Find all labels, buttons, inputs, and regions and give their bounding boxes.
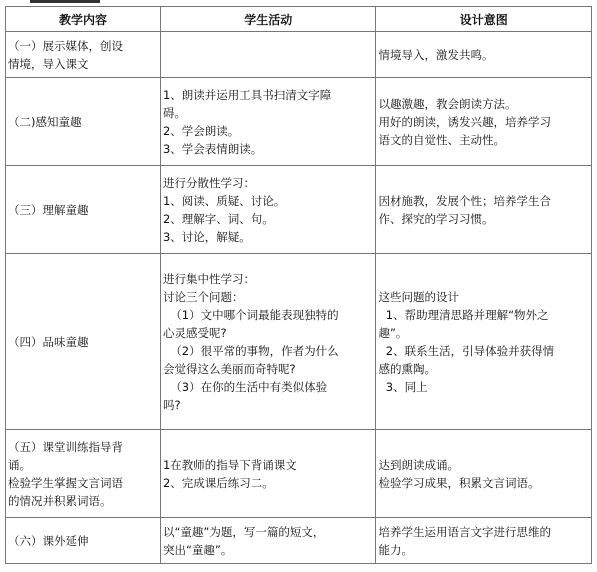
intent-line: 语文的自觉性、主动性。 [378, 132, 505, 147]
activity-line: 讨论三个问题： [162, 289, 244, 304]
activity-line: 1、阅读、质疑、讨论。 [162, 193, 286, 208]
cell-activity [160, 518, 376, 564]
content-line: （五）课堂训练指导背 [8, 439, 123, 454]
activity-line: 2、理解字、词、句。 [162, 211, 274, 226]
cell-content [6, 430, 161, 518]
table-row [6, 430, 592, 518]
cell-intent [376, 430, 592, 518]
cell-content [6, 78, 161, 166]
intent-line: 培养学生运用语言文字进行思维的 [378, 524, 551, 539]
content-line: 检验学生掌握文言词语 [8, 475, 123, 490]
content-line: 诵。 [8, 457, 31, 472]
content-line: （一）展示媒体，创设 [8, 38, 123, 53]
activity-line: 吗? [162, 397, 181, 412]
cell-activity [160, 78, 376, 166]
activity-line: 3、学会表情朗读。 [162, 141, 263, 156]
lesson-plan-table [5, 6, 592, 564]
intent-line: 这些问题的设计 [378, 289, 459, 304]
activity-line: 心灵感受呢? [162, 325, 227, 340]
intent-line: 1、帮助理清思路并理解“物外之 [378, 307, 549, 322]
cell-intent [376, 166, 592, 254]
cell-activity [160, 430, 376, 518]
intent-line: 检验学习成果，积累文言词语。 [378, 475, 540, 490]
top-divider-fragment [30, 0, 100, 3]
activity-line: 进行集中性学习： [162, 271, 255, 286]
activity-line: 2、学会朗读。 [162, 123, 240, 138]
table-row [6, 166, 592, 254]
cell-content [6, 32, 161, 78]
intent-line: 以趣激趣，教会朗读方法。 [378, 96, 517, 111]
activity-line: 1在教师的指导下背诵课文 [162, 457, 297, 472]
intent-line: 感的熏陶。 [378, 361, 436, 376]
intent-line: 2、联系生活，引导体验并获得情 [378, 343, 555, 358]
cell-activity [160, 254, 376, 430]
table-body [6, 32, 592, 564]
table-row [6, 254, 592, 430]
intent-line: 用好的朗读，诱发兴趣，培养学习 [378, 114, 551, 129]
table-header-row [6, 7, 592, 32]
activity-line: 2、完成课后练习二。 [162, 475, 274, 490]
cell-activity [160, 32, 376, 78]
intent-line: 趣”。 [378, 325, 408, 340]
cell-content [6, 166, 161, 254]
header-teaching-content: 教学内容 [6, 7, 161, 32]
activity-line: 以“童趣”为题，写一篇的短文， [162, 524, 325, 539]
cell-content [6, 254, 161, 430]
activity-line: （1）文中哪个词最能表现独特的 [162, 307, 339, 322]
content-line: （三）理解童趣 [8, 202, 89, 217]
content-line: 情境，导入课文 [8, 56, 89, 71]
intent-line: 3、同上 [378, 379, 428, 394]
cell-intent [376, 518, 592, 564]
activity-line: 进行分散性学习： [162, 175, 255, 190]
cell-intent [376, 32, 592, 78]
content-line: （四）品味童趣 [8, 334, 89, 349]
content-line: （六）课外延伸 [8, 533, 89, 548]
cell-content [6, 518, 161, 564]
intent-line: 情境导入，激发共鸣。 [378, 47, 494, 62]
content-line: （二)感知童趣 [8, 114, 82, 129]
activity-line: （3）在你的生活中有类似体验 [162, 379, 328, 394]
intent-line: 因材施教，发展个性；培养学生合 [378, 193, 551, 208]
activity-line: 突出“童趣”。 [162, 542, 233, 557]
intent-line: 达到朗读成诵。 [378, 457, 459, 472]
activity-line: 1、朗读并运用工具书扫清文字障 [162, 87, 332, 102]
table-row [6, 78, 592, 166]
activity-line: 会觉得这么美丽而奇特呢? [162, 361, 296, 376]
table-row [6, 518, 592, 564]
activity-line: 碍。 [162, 105, 186, 120]
content-line: 的情况并积累词语。 [8, 493, 112, 508]
header-design-intent: 设计意图 [376, 7, 592, 32]
activity-line: 3、讨论，解疑。 [162, 229, 251, 244]
table-row [6, 32, 592, 78]
intent-line: 作、探究的学习习惯。 [378, 211, 494, 226]
activity-line: （2）很平常的事物，作者为什么 [162, 343, 339, 358]
header-student-activity: 学生活动 [160, 7, 376, 32]
cell-intent [376, 254, 592, 430]
cell-activity [160, 166, 376, 254]
cell-intent [376, 78, 592, 166]
intent-line: 能力。 [378, 542, 413, 557]
